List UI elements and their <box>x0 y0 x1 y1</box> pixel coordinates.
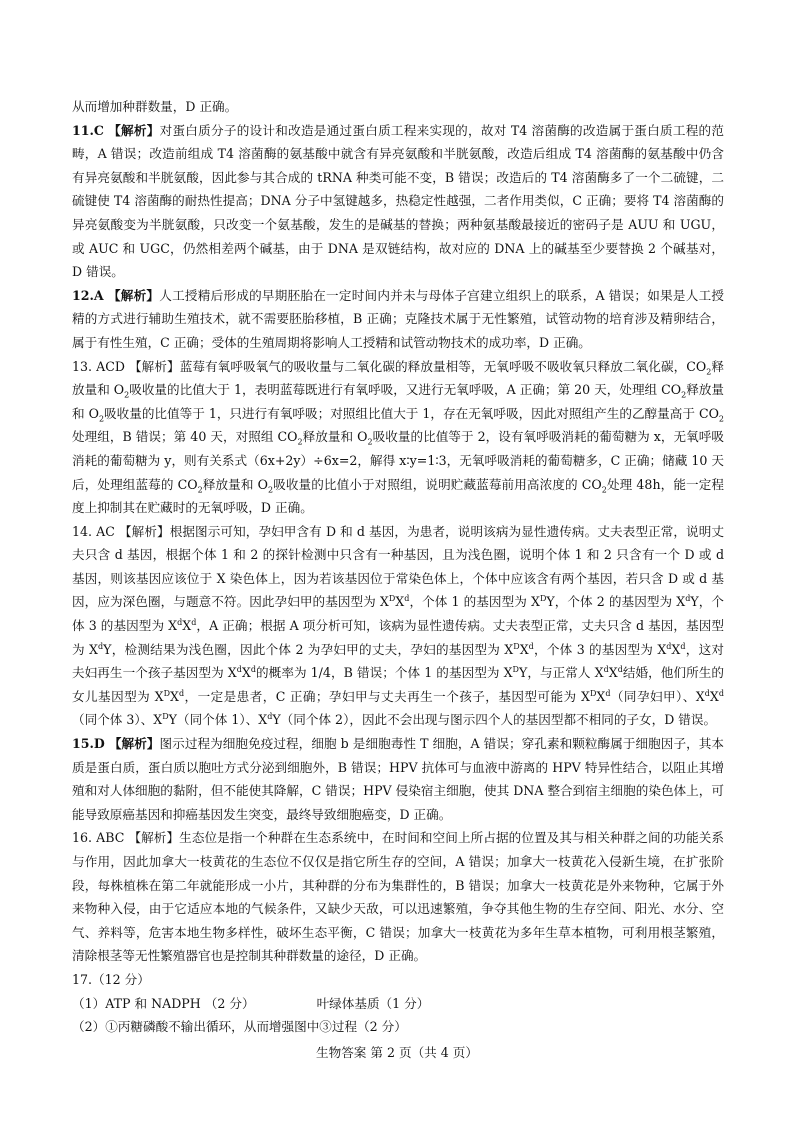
q15-answer <box>72 732 724 826</box>
q10-tail: 从而增加种群数量，D 正确。 <box>72 99 238 114</box>
q12-id: 12.A <box>72 287 104 303</box>
answer-body <box>72 95 724 1039</box>
q12-text: 人工授精后形成的早期胚胎在一定时间内并未与母体子宫建立组织上的联系，A 错误；如果是人工授精的方式进行辅助生殖技术，就不需要胚胎移植，B 正确；克隆技术属于无性繁殖，试管动物的培育涉及精卵结合，属于有性生殖，C 正确；受体的生殖周期将影响人工授精和试管动物技术的成功率，D 正确。 <box>72 287 725 350</box>
q15-text: 图示过程为细胞免疫过程，细胞 b 是细胞毒性 T 细胞，A 错误；穿孔素和颗粒酶属于细胞因子，其本质是蛋白质，蛋白质以胞吐方式分泌到细胞外，B 错误；HPV 抗体可与血液中游离的 HPV 特异性结合，以阻止其增殖和对人体细胞的黏附，但不能使其降解，C 错误；HPV 侵染宿主细胞，使其 DNA 整合到宿主细胞的染色体上，可能导致原癌基因和抑癌基因发生突变，最终导致细胞癌变，D 正确。 <box>72 736 724 822</box>
q11-tag: 【解析】 <box>108 122 160 138</box>
q17-answer <box>72 968 724 1039</box>
q13-answer: 13. ACD 【解析】蓝莓有氧呼吸氧气的吸收量与二氧化碳的释放量相等，无氧呼吸不吸收氧只释放二氧化碳，$CO_2$释放量和 $O_2$吸收量的比值大于 1，表明蓝莓既进行有氧呼吸，又进行无氧呼吸，A 正确；第 20 天，处理组 $CO_2$释放量和 $O_2$吸收量的比值等于 1，只进行有氧呼吸；对照组比值大于 1，存在无氧呼吸，因此对照组产生的乙醇量高于 $CO_2$处理组，B 错误；第 40 天，对照组 $CO_2$释放量和 $O_2$吸收量的比值等于 2，设有氧呼吸消耗的葡萄糖为 x，无氧呼吸消耗的葡萄糖为 y，则有关系式（6x+2y）÷6x=2，解得 x∶y=1∶3，无氧呼吸消耗的葡萄糖多，C 正确；储藏 10 天后，处理组蓝莓的 $CO_2$释放量和 $O_2$吸收量的比值小于对照组，说明贮藏蓝莓前用高浓度的 $CO_2$处理 48h，能一定程度上抑制其在贮藏时的无氧呼吸，D 正确。 <box>72 358 725 516</box>
q17-heading: 17.（12 分） <box>72 971 150 987</box>
q11-answer <box>72 119 724 284</box>
q13-tag: 【解析】 <box>129 358 180 374</box>
q17-part1: （1）ATP 和 NADPH （2 分） 叶绿体基质（1 分） <box>72 995 430 1011</box>
q14-id: 14. AC <box>72 523 115 539</box>
page-footer: 生物答案 第 2 页（共 4 页） <box>316 1045 478 1060</box>
q12-answer <box>72 284 724 355</box>
q16-answer <box>72 826 724 968</box>
q16-text: 生态位是指一个种群在生态系统中，在时间和空间上所占据的位置及其与相关种群之间的功能关系与作用，因此加拿大一枝黄花的生态位不仅仅是指它所生存的空间，A 错误；加拿大一枝黄花入侵新生境，在扩张阶段，每株植株在第二年就能形成一小片，其种群的分布为集群性的，B 错误；加拿大一枝黄花是外来物种，它属于外来物种入侵，由于它适应本地的气候条件，又缺少天敌，可以迅速繁殖，争夺其他生物的生存空间、阳光、水分、空气、养料等，危害本地生物多样性，破坏生态平衡，C 错误；加拿大一枝黄花为多年生草本植物，可利用根茎繁殖，清除根茎等无性繁殖器官也是控制其种群数量的途径，D 正确。 <box>72 830 725 964</box>
q11-text: 对蛋白质分子的设计和改造是通过蛋白质工程来实现的，故对 T4 溶菌酶的改造属于蛋白质工程的范畴，A 错误；改造前组成 T4 溶菌酶的氨基酸中就含有异亮氨酸和半胱氨酸，改造后组成 T4 溶菌酶的氨基酸中仍含有异亮氨酸和半胱氨酸，因此参与其合成的 tRNA 种类可能不变，B 错误；改造后的 T4 溶菌酶多了一个二硫键，二硫键使 T4 溶菌酶的耐热性提高；DNA 分子中氢键越多，热稳定性越强，二者作用类似，C 正确；要将 T4 溶菌酶的异亮氨酸变为半胱氨酸，只改变一个氨基酸，发生的是碱基的替换；两种氨基酸最接近的密码子是 AUU 和 UGU，或 AUC 和 UGC，仍然相差两个碱基，由于 DNA 是双链结构，故对应的 DNA 上的碱基至少要替换 2 个碱基对，D 错误。 <box>72 122 724 280</box>
q17-part2: （2）①丙糖磷酸不输出循环，从而增强图中③过程（2 分） <box>72 1019 407 1035</box>
q15-tag: 【解析】 <box>108 736 160 752</box>
q12-tag: 【解析】 <box>107 287 160 303</box>
q14-tag: 【解析】 <box>118 523 170 539</box>
q11-id: 11.C <box>72 122 104 138</box>
q16-tag: 【解析】 <box>128 830 180 846</box>
q15-id: 15.D <box>72 736 105 752</box>
q13-id: 13. ACD <box>72 358 125 374</box>
q16-id: 16. ABC <box>72 830 125 846</box>
q14-answer: 14. AC 【解析】根据图示可知，孕妇甲含有 D 和 d 基因，为患者，说明该病为显性遗传病。丈夫表型正常，说明丈夫只含 d 基因，根据个体 1 和 2 的探针检测中只含有一种基因，且为浅色圈，说明个体 1 和 2 只含有一个 D 或 d 基因，则该基因应该位于 X 染色体上，因为若该基因位于常染色体上，个体中应该含有两个基因，若只含 D 或 d 基因，应为深色圈，与题意不符。因此孕妇甲的基因型为 $X^DX^d$，个体 1 的基因型为 $X^DY$，个体 2 的基因型为 $X^dY$，个体 3 的基因型为 $X^dX^d$，A 正确；根据 A 项分析可知，该病为显性遗传病。丈夫表型正常，丈夫只含 d 基因，基因型为 $X^dY$，检测结果为浅色圈，因此个体 2 为孕妇甲的丈夫，孕妇的基因型为 $X^DX^d$，个体 3 的基因型为 $X^dX^d$，这对夫妇再生一个孩子基因型为 $X^dX^d$的概率为 1/4，B 错误；个体 1 的基因型为 $X^DY$，与正常人 $X^dX^d$结婚，他们所生的女儿基因型为 $X^DX^d$，一定是患者，C 正确；孕妇甲与丈夫再生一个孩子，基因型可能为 $X^DX^d$（同孕妇甲）、$X^dX^d$（同个体 3）、$X^DY$（同个体 1）、$X^dY$（同个体 2），因此不会出现与图示四个人的基因型都不相同的子女，D 错误。 <box>72 523 725 728</box>
